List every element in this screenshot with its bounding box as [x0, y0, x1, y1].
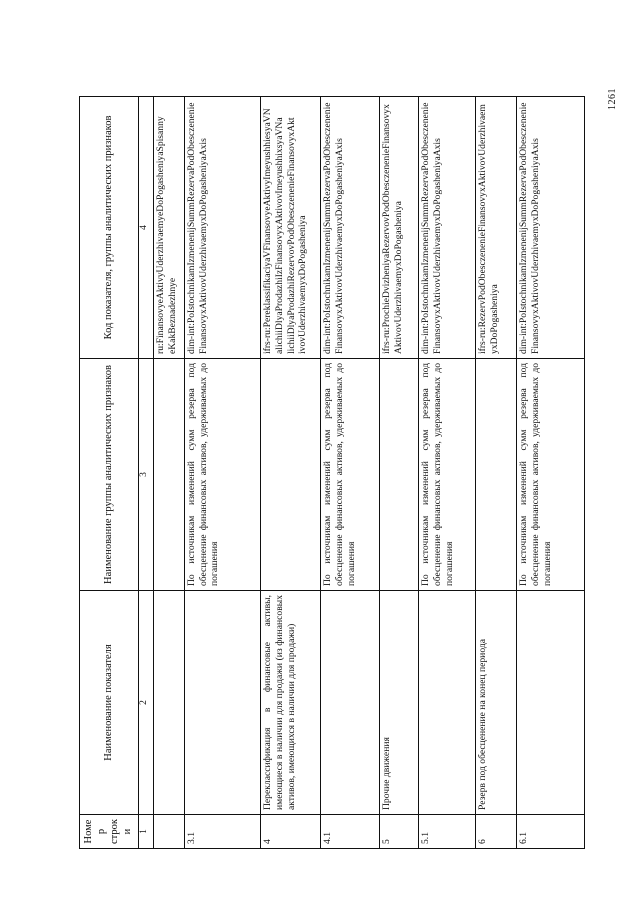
group-name: По источникам изменений сумм резерва под обесценение финансовых активов, удерживаемых до погашения	[321, 359, 380, 591]
indicator-name: Прочие движения	[379, 591, 418, 815]
indicator-table	[79, 96, 585, 849]
page-number: 1261	[607, 88, 618, 110]
table-row	[321, 97, 380, 849]
header-indicator-name: Наименование показателя	[80, 591, 139, 815]
column-number: 3	[139, 359, 154, 591]
rotated-table-container	[79, 97, 585, 849]
indicator-code: dim-int:PoIstochnikamIzmenenijSummRezervaPodObesczenenie FinansovyxAktivovUderzhivaemyxDoPogasheniyaAxis	[184, 97, 260, 359]
indicator-code: dim-int:PoIstochnikamIzmenenijSummRezervaPodObesczenenie FinansovyxAktivovUderzhivaemyxDoPogasheniyaAxis	[419, 97, 476, 359]
row-number: 4.1	[321, 815, 380, 849]
group-name: По источникам изменений сумм резерва под обесценение финансовых активов, удерживаемых до погашения	[517, 359, 585, 591]
row-number: 5	[379, 815, 418, 849]
group-name	[154, 359, 185, 591]
table-header-row	[80, 97, 139, 849]
table-row	[261, 97, 321, 849]
indicator-name: Резерв под обесценение на конец периода	[475, 591, 516, 815]
group-name: По источникам изменений сумм резерва под обесценение финансовых активов, удерживаемых до погашения	[419, 359, 476, 591]
indicator-name	[517, 591, 585, 815]
indicator-name: Переклассификация в финансовые активы, имеющиеся в наличии для продажи (из финансовых активов, имеющихся в наличии для продажи)	[261, 591, 321, 815]
group-name	[261, 359, 321, 591]
header-row-number: Номер строки	[80, 815, 139, 849]
row-number: 6	[475, 815, 516, 849]
header-group-name: Наименование группы аналитических признаков	[80, 359, 139, 591]
indicator-code: ifrs-ru:PereklassifikaciyaVFinansovyeAktivyImeyushhiesyaVN alichiiDlyaProdazhiIzFinansovyxAktivovImeyushhixsyaVNa lichiiDlyaProdazhiRezervovPodObesczenenieFinansovyxAkt ivovUderzhivaemyxDoPogasheniya	[261, 97, 321, 359]
row-number	[154, 815, 185, 849]
indicator-code: dim-int:PoIstochnikamIzmenenijSummRezervaPodObesczenenie FinansovyxAktivovUderzhivaemyxDoPogasheniyaAxis	[321, 97, 380, 359]
column-number: 2	[139, 591, 154, 815]
group-name	[379, 359, 418, 591]
row-number: 5.1	[419, 815, 476, 849]
indicator-code: dim-int:PoIstochnikamIzmenenijSummRezervaPodObesczenenie FinansovyxAktivovUderzhivaemyxDoPogasheniyaAxis	[517, 97, 585, 359]
row-number: 3.1	[184, 815, 260, 849]
table-row	[517, 97, 585, 849]
indicator-name	[321, 591, 380, 815]
header-code: Код показателя, группы аналитических признаков	[80, 97, 139, 359]
column-number-row	[139, 97, 154, 849]
indicator-name	[419, 591, 476, 815]
indicator-name	[184, 591, 260, 815]
indicator-code: ru:FinansovyeAktivyUderzhivaemyeDoPogasheniyaSpisanny eKakBeznadezhnye	[154, 97, 185, 359]
row-number: 4	[261, 815, 321, 849]
group-name: По источникам изменений сумм резерва под обесценение финансовых активов, удерживаемых до погашения	[184, 359, 260, 591]
row-number: 6.1	[517, 815, 585, 849]
table-row	[154, 97, 185, 849]
table-row	[475, 97, 516, 849]
indicator-name	[154, 591, 185, 815]
table-row	[379, 97, 418, 849]
indicator-code: ifrs-ru:ProchieDvizheniyaRezervovPodObesczenenieFinansovyx AktivovUderzhivaemyxDoPogasheniya	[379, 97, 418, 359]
table-row	[184, 97, 260, 849]
group-name	[475, 359, 516, 591]
indicator-code: ifrs-ru:RezervPodObesczenenieFinansovyxAktivovUderzhivaem yxDoPogasheniya	[475, 97, 516, 359]
column-number: 1	[139, 815, 154, 849]
column-number: 4	[139, 97, 154, 359]
table-row	[419, 97, 476, 849]
